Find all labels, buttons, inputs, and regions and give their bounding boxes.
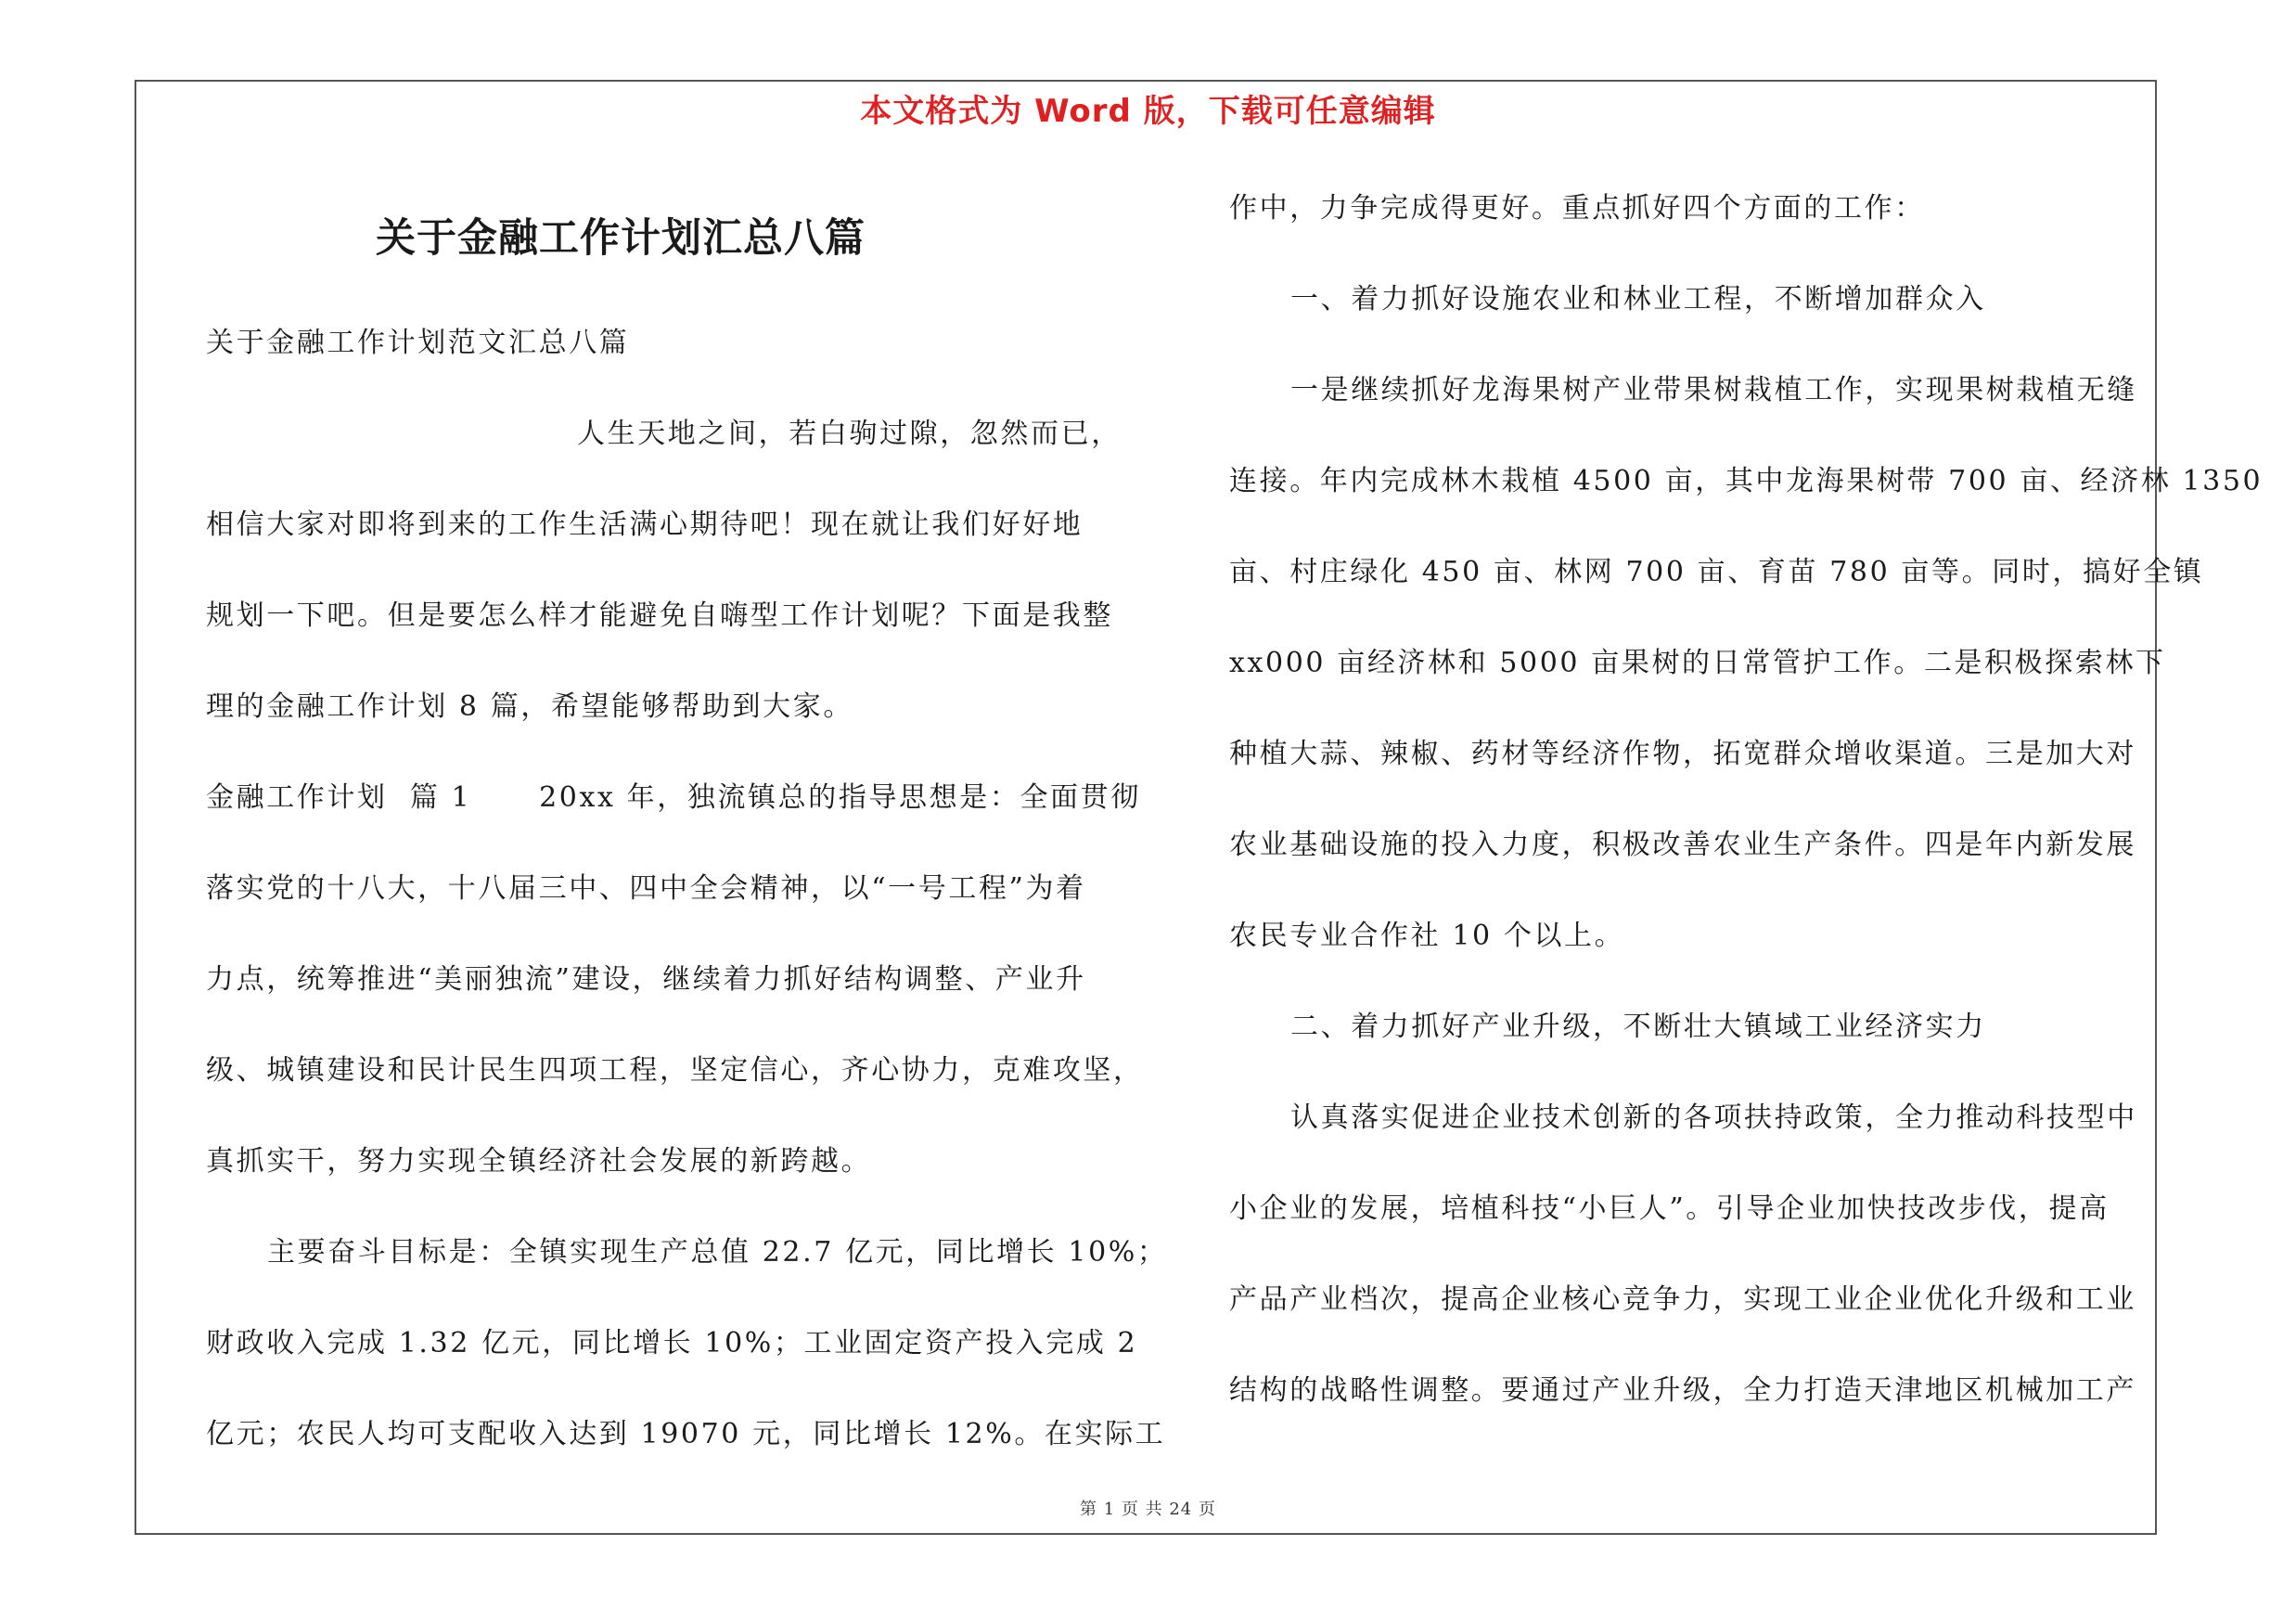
paragraph-line: 连接。年内完成林木栽植 4500 亩，其中龙海果树带 700 亩、经济林 1350 bbox=[1229, 465, 2264, 497]
section-heading-line: 一、着力抓好设施农业和林业工程，不断增加群众入 bbox=[1290, 283, 1986, 316]
paragraph-line: 相信大家对即将到来的工作生活满心期待吧！现在就让我们好好地 bbox=[206, 509, 1084, 541]
paragraph-line: 产品产业档次，提高企业核心竞争力，实现工业企业优化升级和工业 bbox=[1229, 1283, 2136, 1316]
paragraph-line: 一是继续抓好龙海果树产业带果树栽植工作，实现果树栽植无缝 bbox=[1290, 374, 2137, 406]
paragraph-line: 级、城镇建设和民计民生四项工程，坚定信心，齐心协力，克难攻坚， bbox=[206, 1054, 1144, 1087]
paragraph-line: 落实党的十八大，十八届三中、四中全会精神，以“一号工程”为着 bbox=[206, 872, 1086, 905]
paragraph-line: 农民专业合作社 10 个以上。 bbox=[1229, 920, 1625, 952]
paragraph-line: 种植大蒜、辣椒、药材等经济作物，拓宽群众增收渠道。三是加大对 bbox=[1229, 738, 2136, 770]
paragraph-line: 财政收入完成 1.32 亿元，同比增长 10%；工业固定资产投入完成 2 bbox=[206, 1327, 1138, 1359]
paragraph-line: 作中，力争完成得更好。重点抓好四个方面的工作： bbox=[1229, 192, 1925, 225]
document-title: 关于金融工作计划汇总八篇 bbox=[376, 215, 866, 262]
format-notice-banner: 本文格式为 Word 版，下载可任意编辑 bbox=[860, 93, 1436, 130]
paragraph-line: 认真落实促进企业技术创新的各项扶持政策，全力推动科技型中 bbox=[1290, 1101, 2137, 1134]
section-heading-line: 金融工作计划 篇 1 20xx 年，独流镇总的指导思想是：全面贯彻 bbox=[206, 781, 1141, 814]
paragraph-line: 人生天地之间，若白驹过隙，忽然而已， bbox=[577, 418, 1122, 450]
paragraph-line: 亿元；农民人均可支配收入达到 19070 元，同比增长 12%。在实际工 bbox=[206, 1418, 1166, 1450]
paragraph-line: xx000 亩经济林和 5000 亩果树的日常管护工作。二是积极探索林下 bbox=[1229, 647, 2166, 679]
subtitle-line: 关于金融工作计划范文汇总八篇 bbox=[206, 327, 630, 359]
paragraph-line: 力点，统筹推进“美丽独流”建设，继续着力抓好结构调整、产业升 bbox=[206, 963, 1086, 996]
paragraph-line: 规划一下吧。但是要怎么样才能避免自嗨型工作计划呢？下面是我整 bbox=[206, 599, 1113, 632]
paragraph-line: 小企业的发展，培植科技“小巨人”。引导企业加快技改步伐，提高 bbox=[1229, 1192, 2110, 1225]
paragraph-line: 真抓实干，努力实现全镇经济社会发展的新跨越。 bbox=[206, 1145, 872, 1178]
paragraph-line: 理的金融工作计划 8 篇，希望能够帮助到大家。 bbox=[206, 690, 853, 723]
paragraph-line: 结构的战略性调整。要通过产业升级，全力打造天津地区机械加工产 bbox=[1229, 1374, 2136, 1407]
section-heading-line: 二、着力抓好产业升级，不断壮大镇域工业经济实力 bbox=[1290, 1011, 1986, 1043]
paragraph-line: 主要奋斗目标是：全镇实现生产总值 22.7 亿元，同比增长 10%； bbox=[267, 1236, 1168, 1269]
page-number-footer: 第 1 页 共 24 页 bbox=[1080, 1500, 1216, 1519]
paragraph-line: 亩、村庄绿化 450 亩、林网 700 亩、育苗 780 亩等。同时，搞好全镇 bbox=[1229, 556, 2204, 588]
paragraph-line: 农业基础设施的投入力度，积极改善农业生产条件。四是年内新发展 bbox=[1229, 829, 2136, 861]
